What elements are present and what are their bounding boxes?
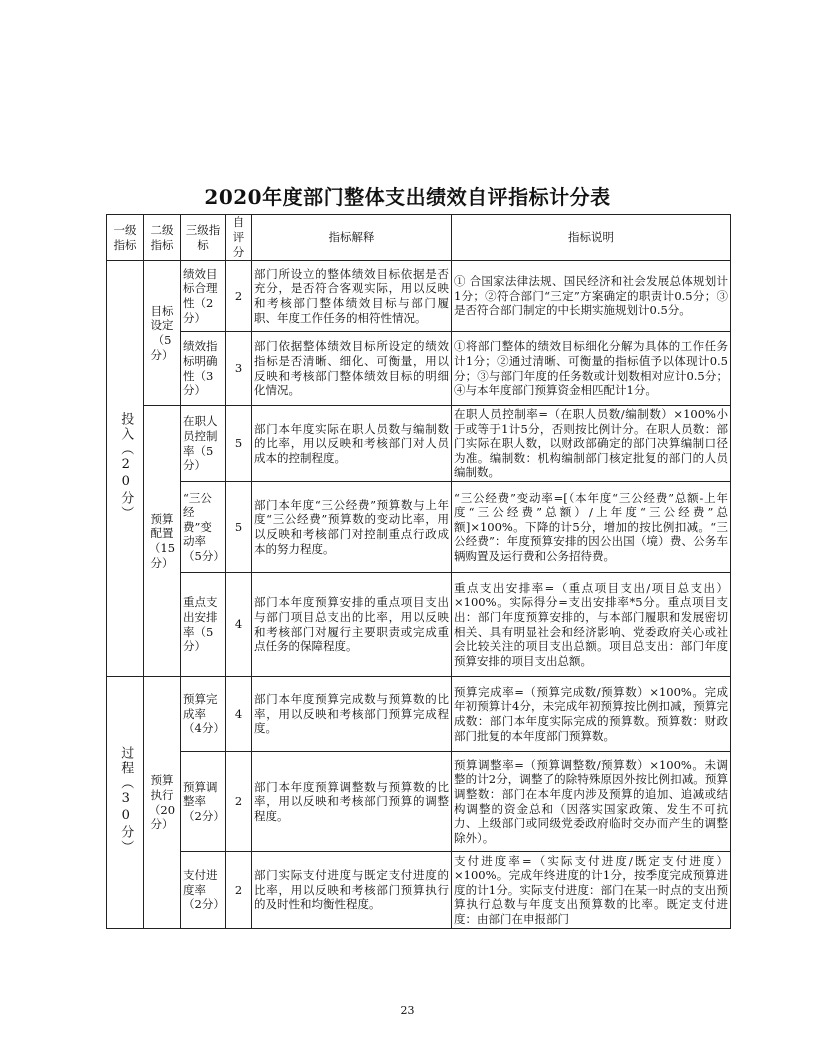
lvl2-target: 目标设定（5分） [144, 261, 181, 406]
table-row [107, 752, 731, 852]
page-number: 23 [400, 1004, 415, 1017]
explain-cell: 部门所设立的整体绩效目标依据是否充分，是否符合客观实际，用以反映和考核部门整体绩效目标与部门履职、年度工作任务的相符性情况。 [252, 261, 452, 332]
explain-cell: 部门本年度实际在职人员数与编制数的比率，用以反映和考核部门对人员成本的控制程度。 [252, 406, 452, 482]
lvl3-cell: 预算完成率（4分） [181, 677, 226, 752]
lvl3-cell: 绩效指标明确性（3分） [181, 332, 226, 406]
score-cell: 4 [226, 677, 252, 752]
page-title: 2020年度部门整体支出绩效自评指标计分表 [204, 185, 611, 209]
lvl3-cell: 在职人员控制率（5分） [181, 406, 226, 482]
lvl3-cell: 重点支出安排率（5分） [181, 573, 226, 677]
lvl2-budget-config: 预算配置（15分） [144, 406, 181, 677]
table-row [107, 332, 731, 406]
desc-cell: ①将部门整体的绩效目标细化分解为具体的工作任务计1分；②通过清晰、可衡量的指标值予以体现计0.5分；③与部门年度的任务数或计划数相对应计0.5分；④与本年度部门预算资金相匹配计1分。 [452, 332, 731, 406]
desc-cell: 预算调整率=（预算调整数/预算数）×100%。未调整的计2分，调整了的除特殊原因外按比例扣减。预算调整数：部门在本年度内涉及预算的追加、追减或结构调整的资金总和（因落实国家政策、发生不可抗力、上级部门或同级党委政府临时交办而产生的调整除外）。 [452, 752, 731, 852]
lvl3-cell: 绩效目标合理性（2分） [181, 261, 226, 332]
explain-cell: 部门本年度预算完成数与预算数的比率，用以反映和考核部门预算完成程度。 [252, 677, 452, 752]
header-cell: 指标解释 [252, 215, 452, 261]
explain-cell: 部门本年度预算调整数与预算数的比率，用以反映和考核部门预算的调整程度。 [252, 752, 452, 852]
header-cell: 二级指标 [144, 215, 181, 261]
table-row [107, 677, 731, 752]
table-row [107, 573, 731, 677]
score-cell: 2 [226, 852, 252, 929]
table-row [107, 261, 731, 332]
lvl1-input [107, 261, 144, 677]
explain-cell: 部门本年度“三公经费”预算数与上年度“三公经费”预算数的变动比率，用以反映和考核部门对控制重点行政成本的努力程度。 [252, 482, 452, 573]
desc-cell: 支付进度率=（实际支付进度/既定支付进度）×100%。完成年终进度的计1分，按季度完成预算进度的计1分。实际支付进度：部门在某一时点的支出预算执行总数与年度支出预算数的比率。既定支付进度：由部门在申报部门 [452, 852, 731, 929]
score-cell: 3 [226, 332, 252, 406]
table-row [107, 482, 731, 573]
score-cell: 2 [226, 752, 252, 852]
desc-cell: 预算完成率=（预算完成数/预算数）×100%。完成年初预算计4分，未完成年初预算按比例扣减，预算完成数：部门本年度实际完成的预算数。预算数：财政部门批复的本年度部门预算数。 [452, 677, 731, 752]
lvl1-label: 投入（20分） [118, 412, 134, 522]
lvl2-budget-exec: 预算执行（20分） [144, 677, 181, 929]
desc-cell: “三公经费”变动率=[（本年度“三公经费”总额-上年度“三公经费”总额）/上年度“三公经费”总额]×100%。下降的计5分，增加的按比例扣减。“三公经费”：年度预算安排的因公出国（境）费、公务车辆购置及运行费和公务招待费。 [452, 482, 731, 573]
explain-cell: 部门本年度预算安排的重点项目支出与部门项目总支出的比率，用以反映和考核部门对履行主要职责或完成重点任务的保障程度。 [252, 573, 452, 677]
header-row [107, 215, 731, 261]
header-cell: 一级指标 [107, 215, 144, 261]
header-cell: 指标说明 [452, 215, 731, 261]
table-row [107, 406, 731, 482]
score-cell: 5 [226, 406, 252, 482]
desc-cell: 在职人员控制率=（在职人员数/编制数）×100%小于或等于1计5分，否则按比例计分。在职人员数：部门实际在职人数，以财政部确定的部门决算编制口径为准。编制数：机构编制部门核定批复的部门的人员编制数。 [452, 406, 731, 482]
score-cell: 2 [226, 261, 252, 332]
lvl1-process [107, 677, 144, 929]
table-row [107, 852, 731, 929]
desc-cell: 重点支出安排率=（重点项目支出/项目总支出）×100%。实际得分=支出安排率*5分。重点项目支出：部门年度预算安排的，与本部门履职和发展密切相关、具有明显社会和经济影响、党委政府关心或社会比较关注的项目支出总额。项目总支出：部门年度预算安排的项目支出总额。 [452, 573, 731, 677]
score-cell: 5 [226, 482, 252, 573]
explain-cell: 部门依据整体绩效目标所设定的绩效指标是否清晰、细化、可衡量，用以反映和考核部门整体绩效目标的明细化情况。 [252, 332, 452, 406]
header-cell: 三级指标 [181, 215, 226, 261]
lvl3-cell: 预算调整率（2分） [181, 752, 226, 852]
score-table [106, 214, 731, 929]
desc-cell: ① 合国家法律法规、国民经济和社会发展总体规划计1分；②符合部门“三定”方案确定的职责计0.5分；③是否符合部门制定的中长期实施规划计0.5分。 [452, 261, 731, 332]
lvl3-cell: 支付进度率（2分） [181, 852, 226, 929]
explain-cell: 部门实际支付进度与既定支付进度的比率，用以反映和考核部门预算执行的及时性和均衡性程度。 [252, 852, 452, 929]
score-cell: 4 [226, 573, 252, 677]
lvl1-label: 过程（30分） [118, 746, 134, 856]
header-cell: 自评分 [226, 215, 252, 261]
lvl3-cell: “三公经费”变动率（5分） [181, 482, 226, 573]
